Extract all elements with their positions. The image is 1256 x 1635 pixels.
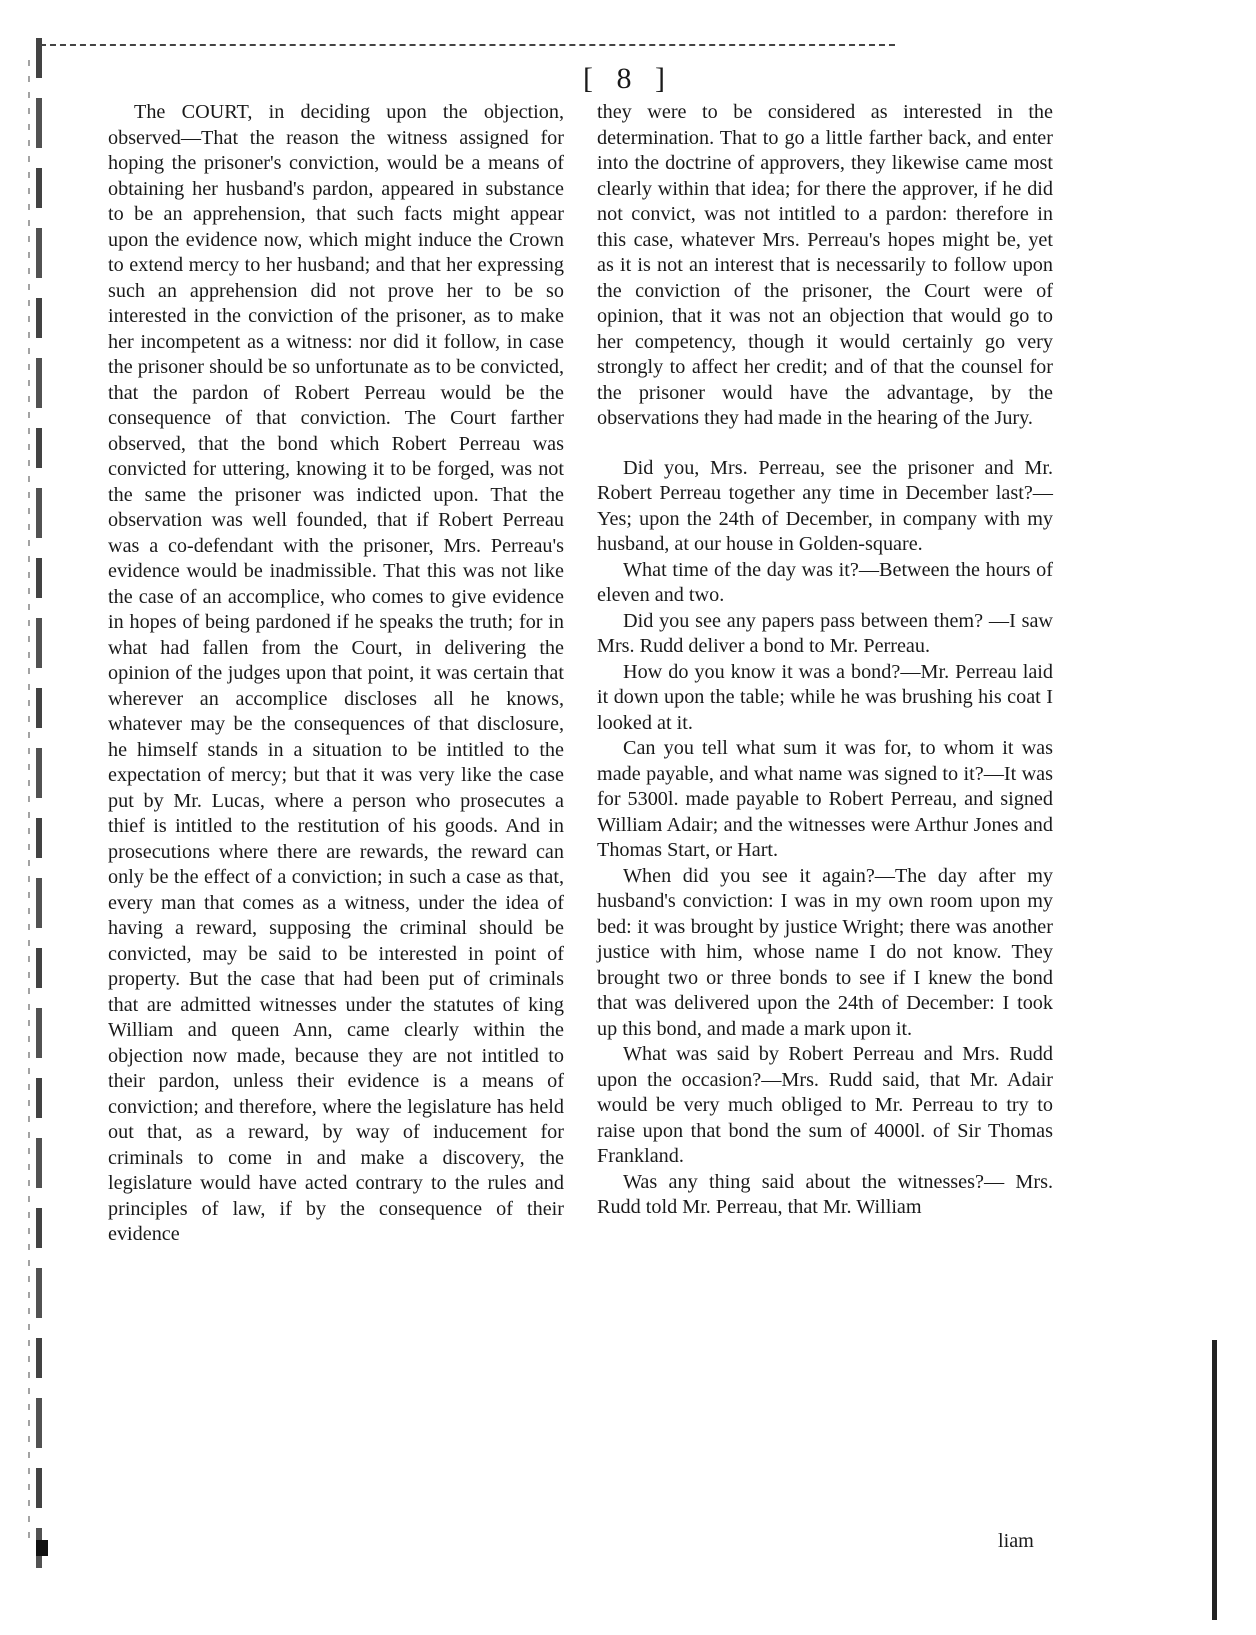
paragraph: How do you know it was a bond?—Mr. Perreau laid it down upon the table; while he was brushing his coat I looked at it. (597, 660, 1053, 734)
scan-corner-mark (36, 1540, 48, 1556)
scan-top-rule (40, 44, 895, 46)
page-number: [ 8 ] (583, 62, 673, 95)
paragraph: Can you tell what sum it was for, to whom it was made payable, and what name was signed to it?—It was for 5300l. made payable to Robert Perreau, and signed William Adair; and the witnesses were Arthur Jones and Thomas Start, or Hart. (597, 737, 1053, 861)
paragraph: What was said by Robert Perreau and Mrs. Rudd upon the occasion?—Mrs. Rudd said, that Mr. Adair would be very much obliged to Mr. Perreau to try to raise upon that bond the sum of 4000l. of Sir Thomas Frankland. (597, 1043, 1053, 1167)
paragraph: What time of the day was it?—Between the hours of eleven and two. (597, 558, 1053, 606)
scan-edge-speckle (28, 60, 30, 1540)
paragraph: Was any thing said about the witnesses?— Mrs. Rudd told Mr. Perreau, that Mr. William (597, 1170, 1053, 1218)
continuation-paragraph: they were to be considered as interested in the determination. That to go a little farther back, and enter into the doctrine of approvers, they likewise came most clearly within that idea; for there the approver, if he did not convict, was not intitled to a pardon: therefore in this case, whatever Mrs. Perreau's hopes might be, yet as it is not an interest that is necessarily to follow upon the conviction of the prisoner, the Court were of opinion, that it was not an objection that would go to her competency, though it would certainly go very strongly to affect her credit; and of that the counsel for the prisoner would have the advantage, by the observations they had made in the hearing of the Jury. (597, 101, 1053, 429)
paragraph: The COURT, in deciding upon the objection, observed—That the reason the witness assigned for hoping the prisoner's conviction, would be a means of obtaining her husband's pardon, appeared in substance to be an apprehension, that such facts might appear upon the evidence now, which might induce the Crown to extend mercy to her husband; and that her expressing such an apprehension did not prove her to be so interested in the conviction of the prisoner, as to make her incompetent as a witness: nor did it follow, in case the prisoner should be so unfortunate as to be convicted, that the pardon of Robert Perreau would be the consequence of that conviction. The Court farther observed, that the bond which Robert Perreau was convicted for uttering, knowing it to be forged, was not the same the prisoner was indicted upon. That the observation was well founded, that if Robert Perreau was a co-defendant with the prisoner, Mrs. Perreau's evidence would be inadmissible. That this was not like the case of an accomplice, who comes to give evidence in hopes of being pardoned if he speaks the truth; for in what had fallen from the Court, in delivering the opinion of the judges upon that point, it was certain that wherever an accomplice discloses all he knows, whatever may be the consequences of that disclosure, he himself stands in a situation to be intitled to the expectation of mercy; but that it was very like the case put by Mr. Lucas, where a person who prosecutes a thief is intitled to the restitution of his goods. And in prosecutions where there are rewards, the reward can only be the effect of a conviction; in such a case as that, every man that comes as a witness, under the idea of having a reward, supposing the criminal should be convicted, may be said to be interested in point of property. But the case that had been put of criminals that are admitted witnesses under the statutes of king William and queen Ann, came clearly within the objection now made, because they are not intitled to their pardon, unless their evidence is a means of conviction; and therefore, where the legislature has held out that, as a reward, by way of inducement for criminals to come in and make a discovery, the legislature would have acted contrary to the rules and principles of law, if by the consequence of their evidence (108, 101, 564, 1245)
right-column (597, 100, 1053, 1221)
scan-right-edge (1212, 1340, 1217, 1620)
scan-edge-shadow (36, 38, 42, 1568)
paragraph: When did you see it again?—The day after my husband's conviction: I was in my own room upon my bed: it was brought by justice Wright; there was another justice with him, whose name I do not know. They brought two or three bonds to see if I knew the bond that was delivered upon the 24th of December: I took up this bond, and made a mark upon it. (597, 864, 1053, 1040)
paragraph: Did you see any papers pass between them? —I saw Mrs. Rudd deliver a bond to Mr. Perreau. (597, 609, 1053, 657)
left-column (108, 100, 564, 1248)
paragraph: Did you, Mrs. Perreau, see the prisoner and Mr. Robert Perreau together any time in December last?—Yes; upon the 24th of December, in company with my husband, at our house in Golden-square. (597, 456, 1053, 555)
catchword: liam (998, 1530, 1034, 1552)
